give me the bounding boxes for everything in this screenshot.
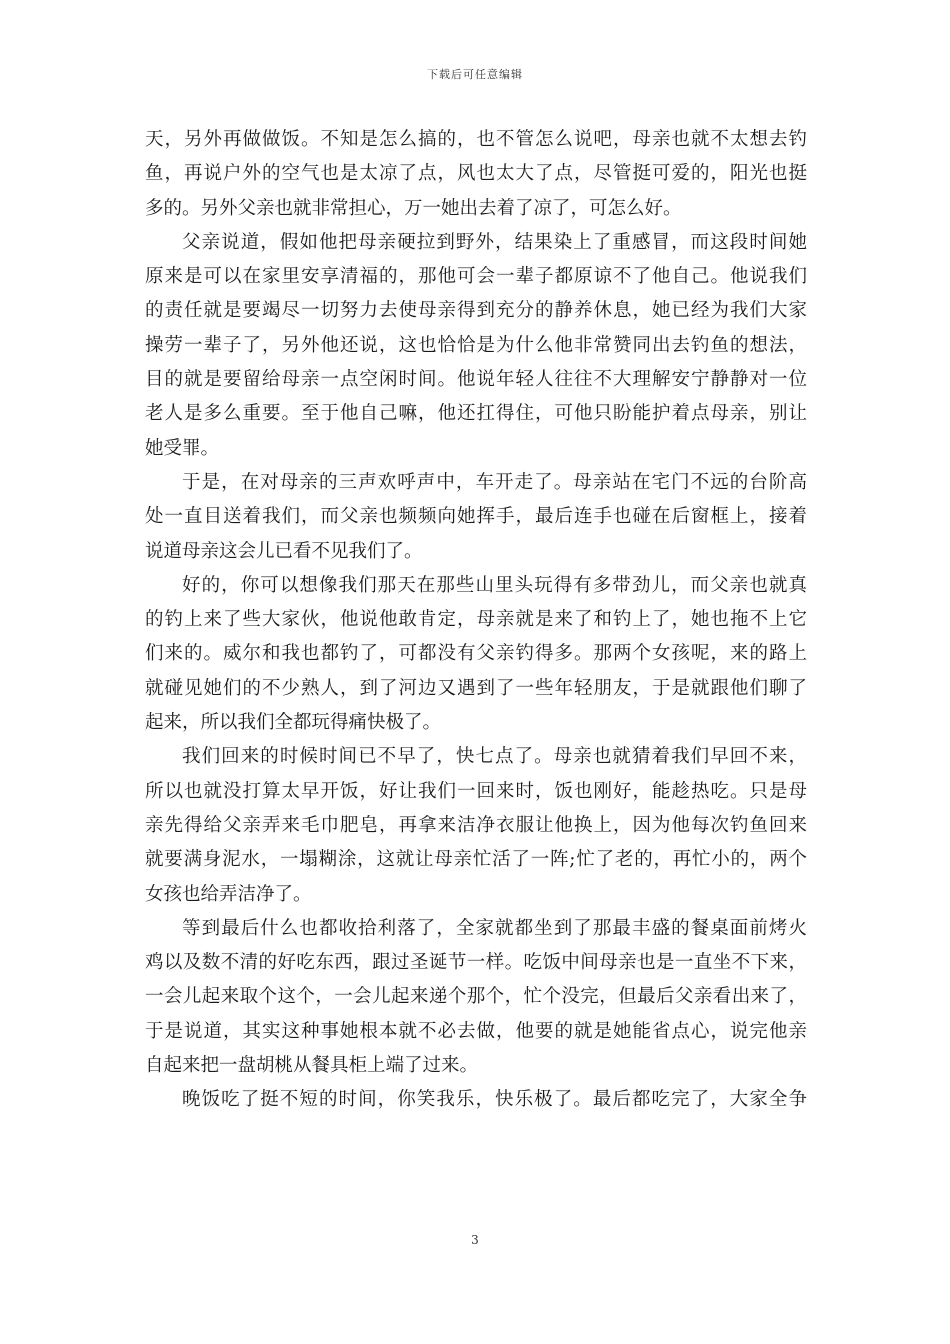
paragraph-line: 自起来把一盘胡桃从餐具柜上端了过来。	[145, 1055, 479, 1077]
paragraph-line: 起来，所以我们全都玩得痛快极了。	[145, 712, 442, 734]
paragraph-line: 她受罪。	[145, 437, 220, 459]
paragraph-line: 老人是多么重要。至于他自己嘛，他还扛得住，可他只盼能护着点母亲，别让	[145, 403, 807, 425]
paragraph-line: 于是说道，其实这种事她根本就不必去做，他要的就是她能省点心，说完他亲	[145, 1020, 807, 1042]
paragraph-line: 等到最后什么也都收拾利落了，全家就都坐到了那最丰盛的餐桌面前烤火	[182, 917, 807, 939]
paragraph-line: 的钓上来了些大家伙，他说他敢肯定，母亲就是来了和钓上了，她也拖不上它	[145, 609, 807, 631]
paragraph-line: 原来是可以在家里安享清福的，那他可会一辈子都原谅不了他自己。他说我们	[145, 266, 807, 288]
paragraph-line: 天，另外再做做饭。不知是怎么搞的，也不管怎么说吧，母亲也就不太想去钓	[145, 129, 807, 150]
paragraph-line: 目的就是要留给母亲一点空闲时间。他说年轻人往往不大理解安宁静静对一位	[145, 369, 807, 391]
paragraph-line: 一会儿起来取个这个，一会儿起来递个那个，忙个没完，但最后父亲看出来了，	[145, 986, 807, 1008]
paragraph-4	[145, 569, 807, 740]
paragraph-line: 处一直目送着我们，而父亲也频频向她挥手，最后连手也碰在后窗框上，接着	[145, 506, 807, 528]
paragraph-1	[145, 123, 807, 226]
page-header: 下载后可任意编辑	[427, 68, 523, 81]
paragraph-line: 晚饭吃了挺不短的时间，你笑我乐，快乐极了。最后都吃完了，大家全争	[182, 1089, 807, 1111]
paragraph-line: 鱼，再说户外的空气也是太凉了点，风也太大了点，尽管挺可爱的，阳光也挺	[145, 163, 807, 185]
paragraph-line: 就碰见她们的不少熟人，到了河边又遇到了一些年轻朋友，于是就跟他们聊了	[145, 677, 807, 699]
document-body	[145, 123, 807, 1118]
paragraph-line: 操劳一辈子了，另外他还说，这也恰恰是为什么他非常赞同出去钓鱼的想法，	[145, 334, 807, 356]
paragraph-line: 女孩也给弄洁净了。	[145, 883, 312, 905]
paragraph-line: 鸡以及数不清的好吃东西，跟过圣诞节一样。吃饭中间母亲也是一直坐不下来，	[145, 952, 807, 974]
paragraph-line: 所以也就没打算太早开饭，好让我们一回来时，饭也刚好，能趁热吃。只是母	[145, 780, 807, 802]
paragraph-line: 亲先得给父亲弄来毛巾肥皂，再拿来洁净衣服让他换上，因为他每次钓鱼回来	[145, 814, 807, 836]
paragraph-2	[145, 226, 807, 466]
paragraph-line: 我们回来的时候时间已不早了，快七点了。母亲也就猜着我们早回不来，	[182, 746, 807, 768]
paragraph-line: 父亲说道，假如他把母亲硬拉到野外，结果染上了重感冒，而这段时间她	[182, 231, 807, 253]
paragraph-6	[145, 912, 807, 1083]
paragraph-5	[145, 740, 807, 911]
paragraph-line: 多的。另外父亲也就非常担心，万一她出去着了凉了，可怎么好。	[145, 197, 682, 219]
paragraph-line: 好的，你可以想像我们那天在那些山里头玩得有多带劲儿，而父亲也就真	[182, 574, 807, 596]
paragraph-line: 于是，在对母亲的三声欢呼声中，车开走了。母亲站在宅门不远的台阶高	[182, 471, 807, 493]
paragraph-7	[145, 1083, 807, 1117]
paragraph-line: 的责任就是要竭尽一切努力去使母亲得到充分的静养休息，她已经为我们大家	[145, 300, 807, 322]
paragraph-line: 就要满身泥水，一塌糊涂，这就让母亲忙活了一阵;忙了老的，再忙小的，两个	[145, 849, 807, 871]
paragraph-3	[145, 466, 807, 569]
paragraph-line: 们来的。威尔和我也都钓了，可都没有父亲钓得多。那两个女孩呢，来的路上	[145, 643, 807, 665]
page-number: 3	[471, 1233, 479, 1247]
paragraph-line: 说道母亲这会儿已看不见我们了。	[145, 540, 423, 562]
